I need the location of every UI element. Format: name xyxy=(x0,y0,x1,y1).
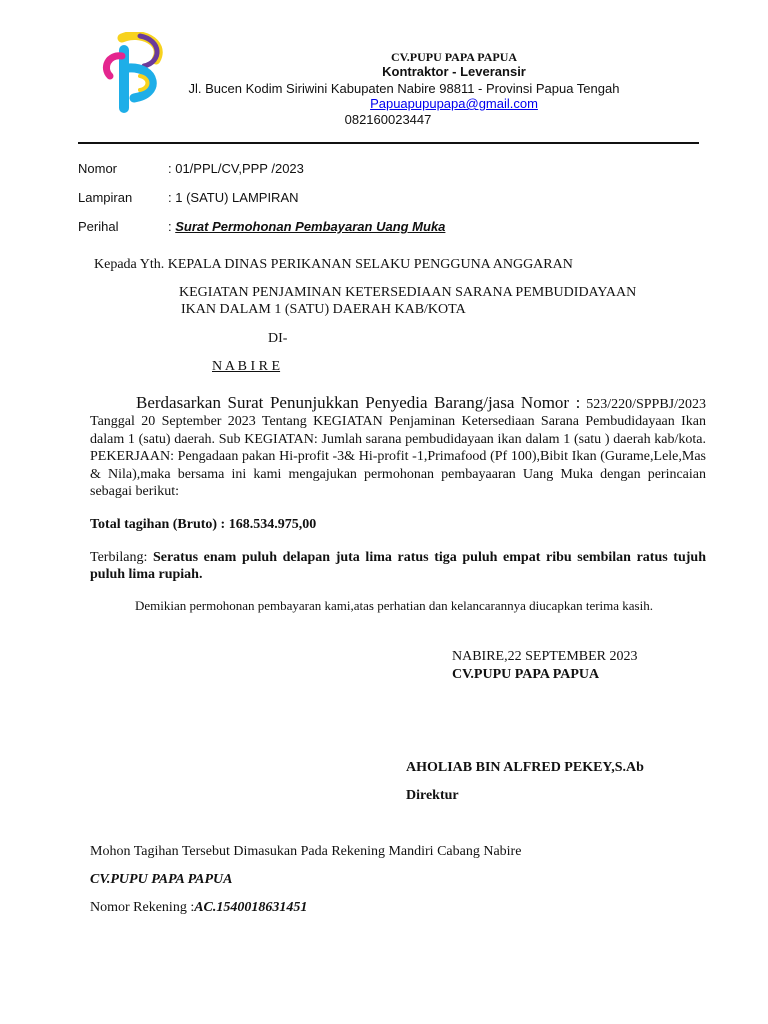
closing-sentence: Demikian permohonan pembayaran kami,atas perhatian dan kelancarannya diucapkan terima kasih. xyxy=(135,598,653,613)
nomor-label: Nomor xyxy=(78,161,118,176)
letterhead-subtitle: Kontraktor - Leveransir xyxy=(382,64,526,79)
perihal-value: Surat Permohonan Pembayaran Uang Muka xyxy=(175,219,446,234)
letterhead-email xyxy=(200,96,708,111)
perihal-label: Perihal xyxy=(78,219,119,234)
terbilang-text: Seratus enam puluh delapan juta lima ratus tiga puluh empat ribu sembilan ratus tujuh puluh lima rupiah. xyxy=(90,550,706,583)
total-amount: Total tagihan (Bruto) : 168.534.975,00 xyxy=(90,517,317,532)
account-label: Nomor Rekening : xyxy=(90,900,195,915)
addressee-line-3: IKAN DALAM 1 (SATU) DAERAH KAB/KOTA xyxy=(181,302,466,317)
account-number: AC.1540018631451 xyxy=(194,900,308,915)
letterhead-phone: 082160023447 xyxy=(344,112,432,127)
bank-account-holder: CV.PUPU PAPA PAPUA xyxy=(90,872,233,887)
letterhead-address: Jl. Bucen Kodim Siriwini Kabupaten Nabire 98811 - Provinsi Papua Tengah xyxy=(188,81,620,96)
perihal-colon: : xyxy=(168,219,176,234)
signature-company: CV.PUPU PAPA PAPUA xyxy=(452,667,600,682)
nomor-value: : 01/PPL/CV,PPP /2023 xyxy=(168,161,304,176)
email-link[interactable]: Papuapupupapa@gmail.com xyxy=(370,96,538,111)
bank-account-row xyxy=(90,900,307,916)
terbilang-label: Terbilang: xyxy=(90,550,153,565)
bank-note: Mohon Tagihan Tersebut Dimasukan Pada Rekening Mandiri Cabang Nabire xyxy=(90,844,522,859)
signatory-title: Direktur xyxy=(406,788,459,803)
addressee-city: N A B I R E xyxy=(212,359,281,374)
letterhead-company: CV.PUPU PAPA PAPUA xyxy=(390,50,518,64)
perihal-row xyxy=(168,219,445,234)
signature-date: NABIRE,22 SEPTEMBER 2023 xyxy=(452,649,638,664)
terbilang-paragraph xyxy=(90,549,706,584)
addressee-line-1: Kepada Yth. KEPALA DINAS PERIKANAN SELAKU PENGGUNA ANGGARAN xyxy=(94,257,573,272)
body-lead: Berdasarkan Surat Penunjukkan Penyedia Barang/jasa Nomor : xyxy=(136,393,581,412)
company-logo xyxy=(100,32,170,116)
signatory-name: AHOLIAB BIN ALFRED PEKEY,S.Ab xyxy=(406,760,644,775)
header-divider xyxy=(78,142,699,144)
lampiran-label: Lampiran xyxy=(78,190,133,205)
addressee-line-2: KEGIATAN PENJAMINAN KETERSEDIAAN SARANA PEMBUDIDAYAAN xyxy=(179,285,637,300)
addressee-di: DI- xyxy=(268,331,288,346)
body-paragraph xyxy=(90,394,706,500)
body-rest: 523/220/SPPBJ/2023 Tanggal 20 September 2023 Tentang KEGIATAN Penjaminan Ketersediaan Sarana Pembudidayaan Ikan dalam 1 (satu) daerah. Sub KEGIATAN: Jumlah sarana pembudidayaan ikan dalam 1 (satu ) daerah kab/kota. PEKERJAAN: Pengadaan pakan Hi-profit -3& Hi-profit -1,Primafood (Pf 100),Bibit Ikan (Gurame,Lele,Mas & Nila),maka bersama ini kami mengajukan permohonan pembayaaran Uang Muka dengan perincaian sebagai berikut: xyxy=(90,397,707,500)
lampiran-value: : 1 (SATU) LAMPIRAN xyxy=(168,190,299,205)
